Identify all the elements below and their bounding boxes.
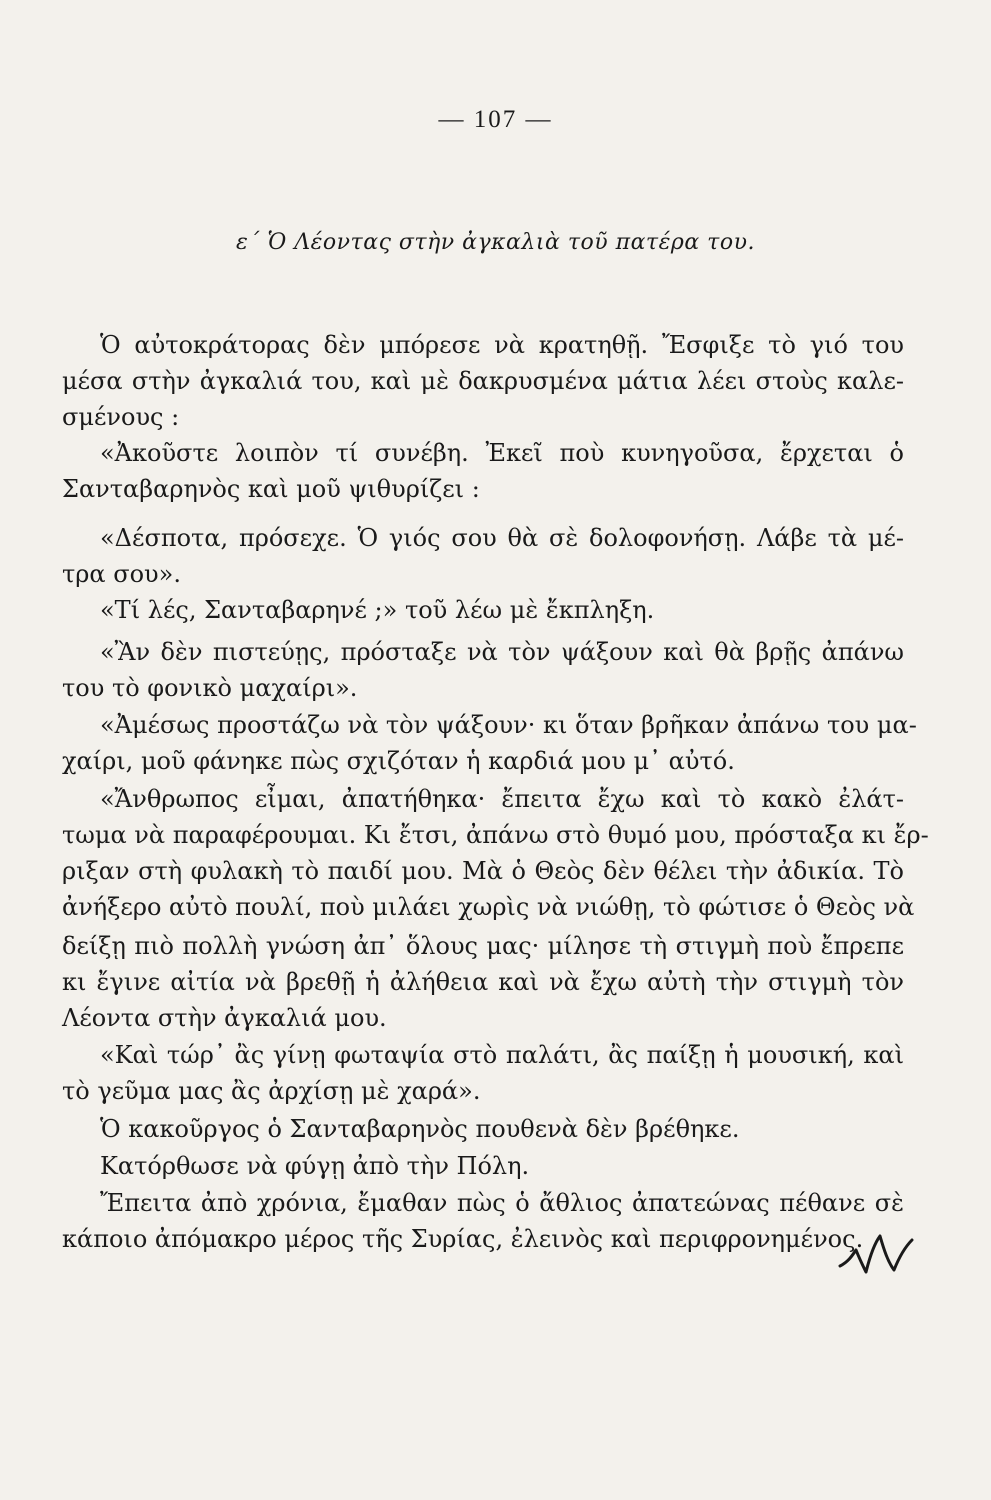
text-line: δείξῃ πιὸ πολλὴ γνώση ἀπ᾽ ὅλους μας· μίλησε τὴ στιγμὴ ποὺ ἔπρεπε [62, 932, 904, 960]
text-line: χαίρι, μοῦ φάνηκε πὼς σχιζόταν ἡ καρδιά μου μ᾽ αὐτό. [62, 747, 735, 775]
text-line: Σανταβαρηνὸς καὶ μοῦ ψιθυρίζει : [62, 475, 480, 503]
text-line: τρα σου». [62, 560, 181, 588]
text-line: Ἔπειτα ἀπὸ χρόνια, ἔμαθαν πὼς ὁ ἄθλιος ἀπατεώνας πέθανε σὲ [100, 1189, 904, 1217]
text-line: μέσα στὴν ἀγκαλιά του, καὶ μὲ δακρυσμένα μάτια λέει στοὺς καλε- [62, 367, 904, 395]
text-line: «Καὶ τώρ᾽ ἂς γίνῃ φωταψία στὸ παλάτι, ἂς παίξῃ ἡ μουσική, καὶ [100, 1041, 904, 1069]
text-line: του τὸ φονικὸ μαχαίρι». [62, 674, 358, 702]
text-line: Ὁ αὐτοκράτορας δὲν μπόρεσε νὰ κρατηθῇ. Ἔσφιξε τὸ γιό του [100, 331, 904, 359]
text-line: «Ἀμέσως προστάζω νὰ τὸν ψάξουν· κι ὅταν βρῆκαν ἀπάνω του μα- [100, 711, 917, 739]
text-line: Λέοντα στὴν ἀγκαλιά μου. [62, 1004, 387, 1032]
text-line: ριξαν στὴ φυλακὴ τὸ παιδί μου. Μὰ ὁ Θεὸς δὲν θέλει τὴν ἀδικία. Τὸ [62, 857, 904, 885]
chapter-title: ε΄ Ὁ Λέοντας στὴν ἀγκαλιὰ τοῦ πατέρα του. [236, 230, 755, 255]
end-flourish-icon [836, 1226, 916, 1280]
text-line: τὸ γεῦμα μας ἂς ἀρχίσῃ μὲ χαρά». [62, 1077, 481, 1105]
text-line: «Τί λές, Σανταβαρηνέ ;» τοῦ λέω μὲ ἔκπληξη. [100, 596, 655, 624]
text-line: κι ἔγινε αἰτία νὰ βρεθῇ ἡ ἀλήθεια καὶ νὰ ἔχω αὐτὴ τὴν στιγμὴ τὸν [62, 968, 904, 996]
text-line: «Ἂν δὲν πιστεύῃς, πρόσταξε νὰ τὸν ψάξουν καὶ θὰ βρῇς ἀπάνω [100, 638, 904, 666]
text-line: «Δέσποτα, πρόσεχε. Ὁ γιός σου θὰ σὲ δολοφονήσῃ. Λάβε τὰ μέ- [100, 524, 904, 552]
text-line: Ὁ κακοῦργος ὁ Σανταβαρηνὸς πουθενὰ δὲν βρέθηκε. [100, 1115, 740, 1143]
text-line: τωμα νὰ παραφέρουμαι. Κι ἔτσι, ἀπάνω στὸ θυμό μου, πρόσταξα κι ἔρ- [62, 821, 929, 849]
text-line: Κατόρθωσε νὰ φύγῃ ἀπὸ τὴν Πόλη. [100, 1152, 530, 1180]
page-number: — 107 — [438, 106, 553, 133]
text-line: «Ἀκοῦστε λοιπὸν τί συνέβη. Ἐκεῖ ποὺ κυνηγοῦσα, ἔρχεται ὁ [100, 439, 904, 467]
text-line: κάποιο ἀπόμακρο μέρος τῆς Συρίας, ἐλεινὸς καὶ περιφρονημένος. [62, 1225, 864, 1253]
text-line: «Ἄνθρωπος εἶμαι, ἀπατήθηκα· ἔπειτα ἔχω καὶ τὸ κακὸ ἐλάτ- [100, 785, 904, 813]
text-line: ἀνήξερο αὐτὸ πουλί, ποὺ μιλάει χωρὶς νὰ νιώθῃ, τὸ φώτισε ὁ Θεὸς νὰ [62, 893, 915, 921]
text-line: σμένους : [62, 403, 180, 431]
